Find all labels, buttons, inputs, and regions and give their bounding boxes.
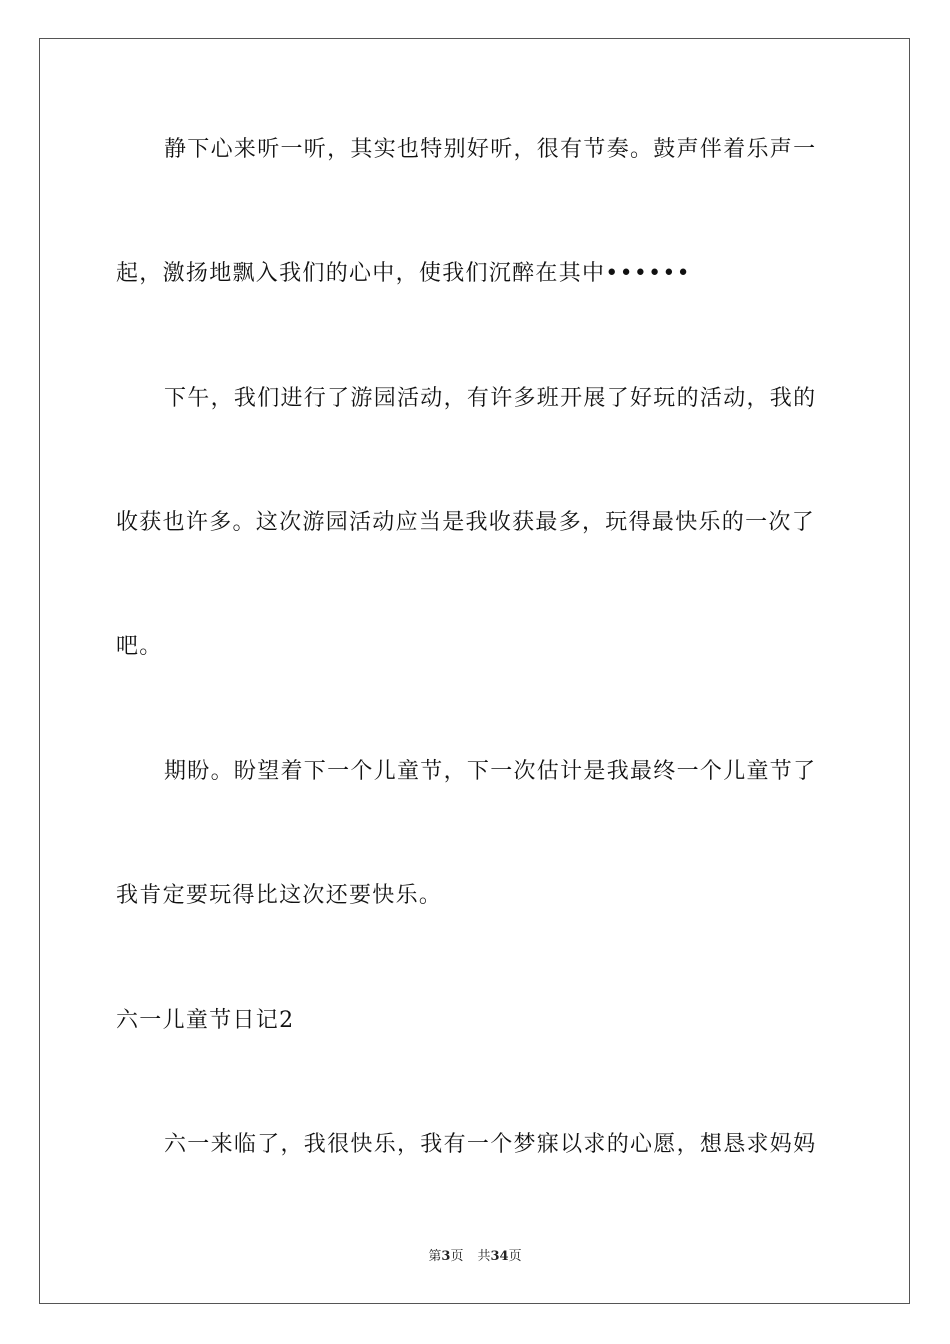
paragraph-line: 收获也许多。这次游园活动应当是我收获最多，玩得最快乐的一次了 [116,510,816,535]
total-pages: 34 [490,1249,509,1264]
page-prefix: 第 [428,1249,442,1264]
page-number: 3 [441,1249,451,1264]
page-footer [0,1248,950,1266]
paragraph-line: 起，激扬地飘入我们的心中，使我们沉醉在其中•••••• [116,261,691,286]
paragraph-line: 静下心来听一听，其实也特别好听，很有节奏。鼓声伴着乐声一 [164,137,817,162]
page-border [39,38,910,1304]
total-prefix: 共 [477,1249,491,1264]
total-suffix: 页 [508,1249,522,1264]
paragraph-line: 下午，我们进行了游园活动，有许多班开展了好玩的活动，我的 [164,386,817,411]
page-suffix: 页 [450,1249,464,1264]
section-heading: 六一儿童节日记2 [116,1008,295,1033]
paragraph-line: 六一来临了，我很快乐，我有一个梦寐以求的心愿，想恳求妈妈 [164,1132,817,1157]
paragraph-line: 吧。 [116,634,163,659]
paragraph-line: 期盼。盼望着下一个儿童节，下一次估计是我最终一个儿童节了 [164,759,817,784]
paragraph-line: 我肯定要玩得比这次还要快乐。 [116,883,443,908]
